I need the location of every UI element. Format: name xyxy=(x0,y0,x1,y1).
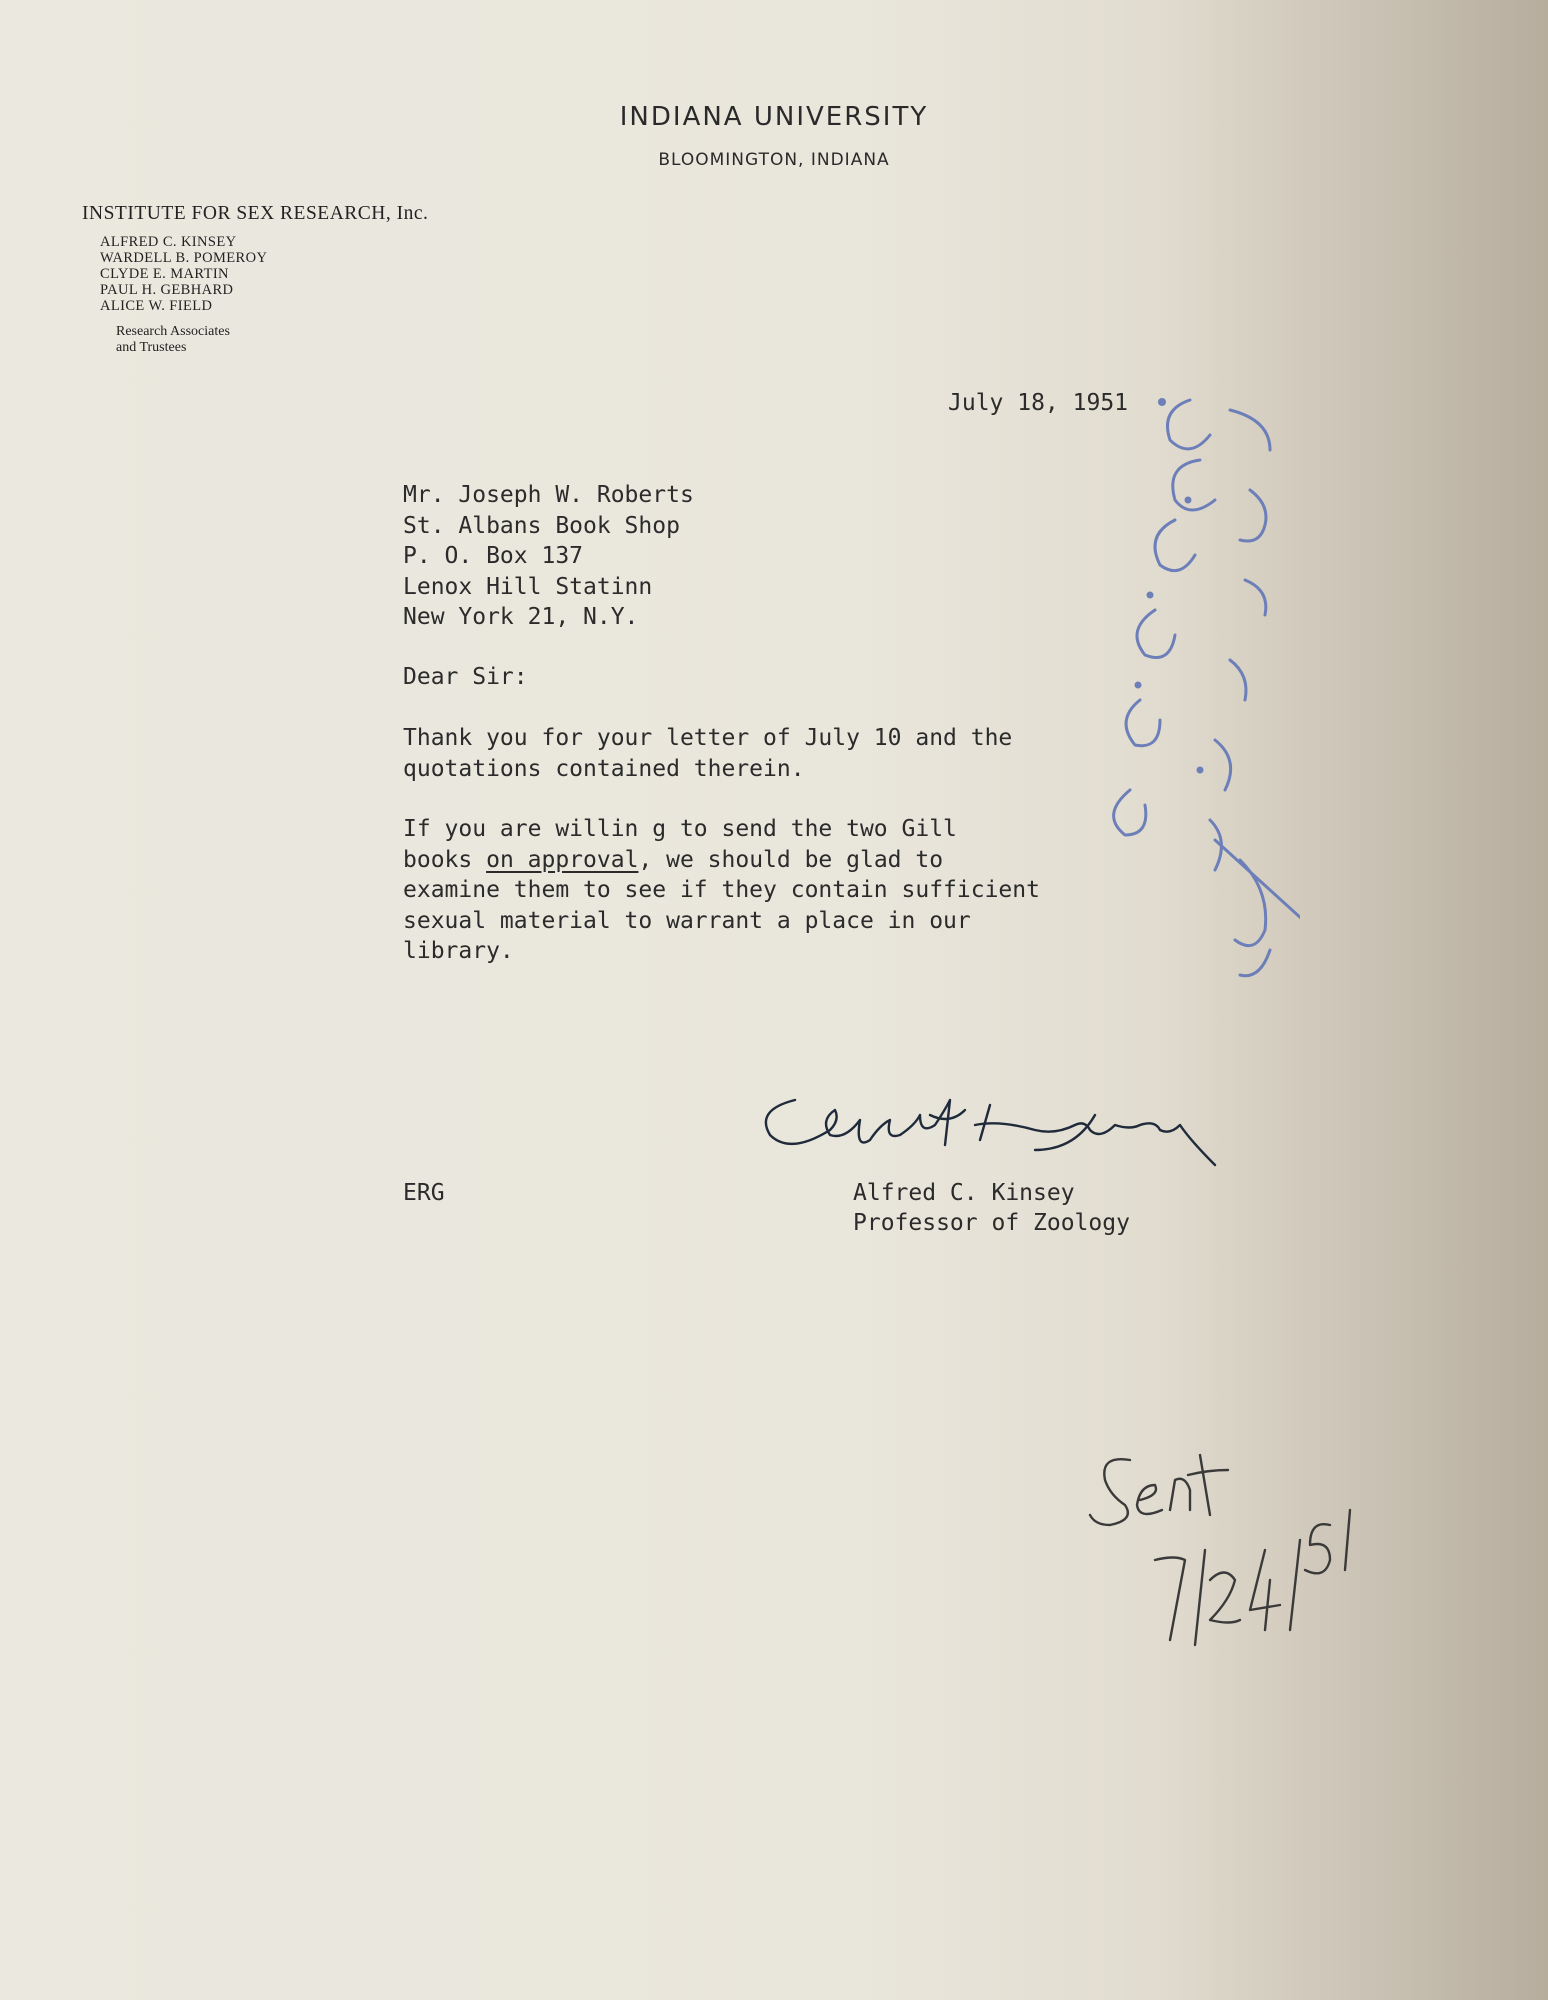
staff-member: PAUL H. GEBHARD xyxy=(100,282,234,298)
underlined-phrase: on approval xyxy=(486,846,639,873)
signer-title: Professor of Zoology xyxy=(853,1210,1130,1236)
letter-date: July 18, 1951 xyxy=(948,390,1129,416)
body-text: , we should be glad to xyxy=(638,846,944,873)
institute-name: INSTITUTE FOR SEX RESEARCH, Inc. xyxy=(82,203,429,224)
body-line xyxy=(403,845,1040,876)
body-paragraph-1 xyxy=(403,723,1012,784)
address-line: St. Albans Book Shop xyxy=(403,512,680,539)
address-line: Mr. Joseph W. Roberts xyxy=(403,482,694,508)
address-line: P. O. Box 137 xyxy=(403,543,584,569)
typist-initials: ERG xyxy=(403,1180,445,1206)
body-line: If you are willin g to send the two Gill xyxy=(403,816,957,842)
recipient-address xyxy=(403,480,694,633)
signer-name: Alfred C. Kinsey xyxy=(853,1180,1075,1206)
body-line: sexual material to warrant a place in our xyxy=(403,907,971,934)
staff-member: ALICE W. FIELD xyxy=(100,298,213,314)
staff-member: ALFRED C. KINSEY xyxy=(100,234,237,250)
staff-role-line: and Trustees xyxy=(116,340,187,355)
body-line: library. xyxy=(403,938,514,964)
body-text: books xyxy=(403,846,487,873)
staff-role-caption xyxy=(116,324,230,356)
university-city: BLOOMINGTON, INDIANA xyxy=(658,150,890,170)
staff-member: CLYDE E. MARTIN xyxy=(100,266,229,282)
staff-role-line: Research Associates xyxy=(116,324,230,339)
staff-member: WARDELL B. POMEROY xyxy=(100,250,268,266)
body-line: quotations contained therein. xyxy=(403,755,805,782)
page-edge-shading xyxy=(1170,0,1548,2000)
signature xyxy=(755,1070,1235,1180)
body-paragraph-2 xyxy=(403,814,1040,967)
body-line: examine them to see if they contain sufficient xyxy=(403,877,1040,903)
university-name: INDIANA UNIVERSITY xyxy=(619,102,929,132)
address-line: New York 21, N.Y. xyxy=(403,604,639,630)
salutation: Dear Sir: xyxy=(403,664,528,690)
address-line: Lenox Hill Statinn xyxy=(403,573,653,600)
body-line: Thank you for your letter of July 10 and the xyxy=(403,725,1013,751)
staff-list xyxy=(100,234,267,314)
